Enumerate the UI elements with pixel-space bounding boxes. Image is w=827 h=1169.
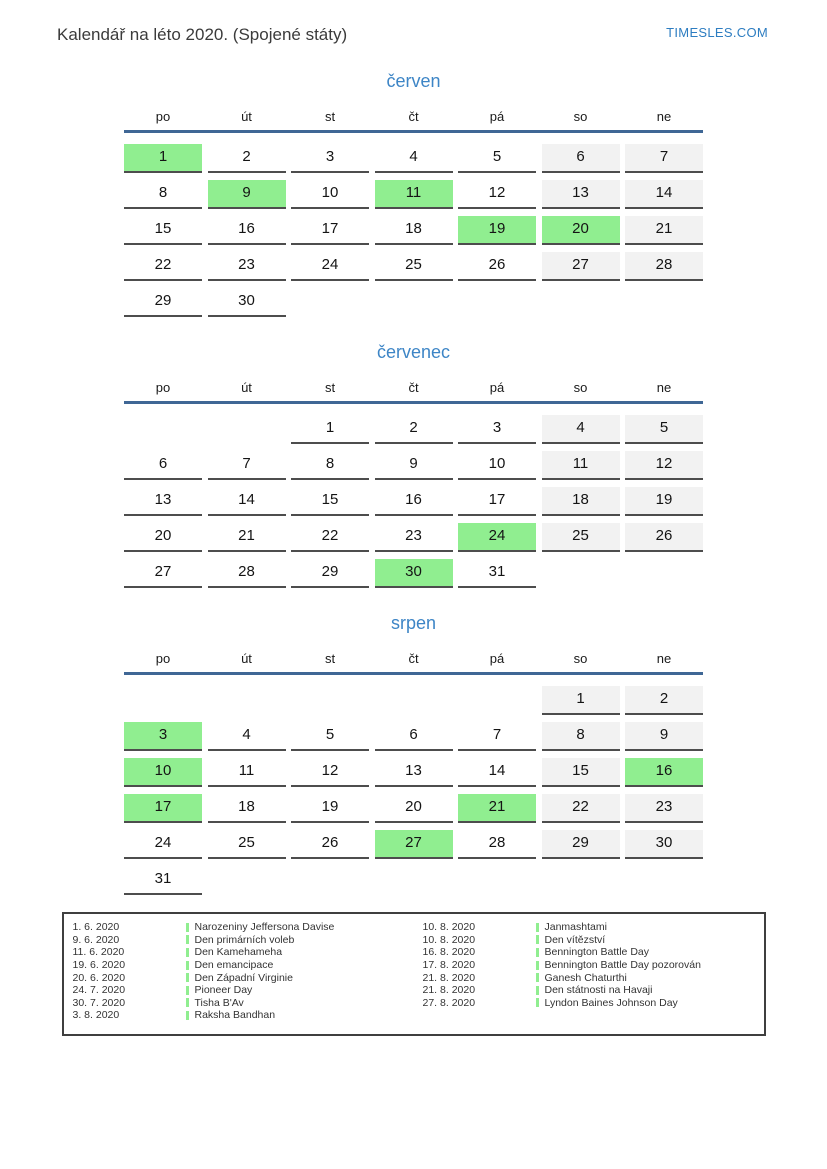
- day-cell: 25: [208, 830, 286, 859]
- day-cell: 9: [625, 722, 703, 751]
- day-cell: 25: [542, 523, 620, 552]
- day-cell: 8: [542, 722, 620, 751]
- empty-cell: [208, 686, 286, 715]
- legend-date: 21. 8. 2020: [422, 984, 476, 997]
- day-cell: 29: [124, 288, 202, 317]
- day-cell: 7: [625, 144, 703, 173]
- week-row: [124, 487, 703, 516]
- day-cell: 22: [124, 252, 202, 281]
- legend-item: [64, 946, 414, 959]
- day-cell: 26: [625, 523, 703, 552]
- day-cell: 4: [208, 722, 286, 751]
- weekday-label-po: po: [155, 380, 171, 395]
- day-cell: 9: [208, 180, 286, 209]
- empty-cell: [625, 288, 703, 317]
- day-cell: 16: [375, 487, 453, 516]
- holiday-marker-icon: [536, 948, 539, 957]
- weekday-label-so: so: [573, 380, 588, 395]
- week-row: [124, 252, 703, 281]
- legend-holiday-name: Bennington Battle Day: [544, 946, 649, 959]
- week-row: [124, 180, 703, 209]
- month-title: srpen: [390, 613, 437, 633]
- legend-date: 10. 8. 2020: [422, 933, 476, 946]
- legend-holiday-name: Den státnosti na Havaji: [544, 984, 653, 997]
- day-cell: 6: [375, 722, 453, 751]
- holiday-marker-icon: [186, 973, 189, 982]
- weekday-header-row: [124, 380, 703, 396]
- holiday-marker-icon: [186, 935, 189, 944]
- day-cell: 30: [375, 559, 453, 588]
- legend-date: 16. 8. 2020: [422, 946, 476, 959]
- day-cell: 2: [375, 415, 453, 444]
- legend-column-2: [414, 921, 764, 1022]
- legend-holiday-name: Ganesh Chaturthi: [544, 971, 627, 984]
- day-cell: 26: [458, 252, 536, 281]
- legend-holiday-name: Pioneer Day: [194, 984, 253, 997]
- day-cell: 2: [625, 686, 703, 715]
- empty-cell: [542, 559, 620, 588]
- week-row: [124, 758, 703, 787]
- page-title: Kalendář na léto 2020. (Spojené státy): [57, 25, 348, 44]
- day-cell: 21: [625, 216, 703, 245]
- legend-item: [64, 984, 414, 997]
- week-row: [124, 559, 703, 588]
- holiday-marker-icon: [186, 961, 189, 970]
- day-cell: 17: [458, 487, 536, 516]
- empty-cell: [458, 866, 536, 895]
- day-cell: 10: [124, 758, 202, 787]
- month-červenec: [124, 342, 703, 588]
- day-cell: 11: [542, 451, 620, 480]
- day-cell: 20: [375, 794, 453, 823]
- day-cell: 17: [291, 216, 369, 245]
- legend-item: [414, 934, 764, 947]
- legend-item: [414, 946, 764, 959]
- day-cell: 27: [124, 559, 202, 588]
- months: [0, 71, 827, 895]
- legend-holiday-name: Den vítězství: [544, 933, 606, 946]
- legend-date: 11. 6. 2020: [72, 946, 125, 959]
- day-cell: 2: [208, 144, 286, 173]
- empty-cell: [458, 686, 536, 715]
- legend-holiday-name: Narozeniny Jeffersona Davise: [194, 921, 335, 934]
- day-cell: 12: [458, 180, 536, 209]
- day-cell: 11: [375, 180, 453, 209]
- day-cell: 20: [542, 216, 620, 245]
- week-row: [124, 686, 703, 715]
- holiday-marker-icon: [186, 998, 189, 1007]
- week-row: [124, 830, 703, 859]
- weekday-label-ne: ne: [656, 380, 672, 395]
- holiday-legend: [62, 912, 766, 1036]
- week-row: [124, 216, 703, 245]
- day-cell: 27: [375, 830, 453, 859]
- day-cell: 15: [291, 487, 369, 516]
- legend-date: 27. 8. 2020: [422, 996, 476, 1009]
- legend-date: 20. 6. 2020: [72, 971, 126, 984]
- day-cell: 3: [124, 722, 202, 751]
- legend-date: 24. 7. 2020: [72, 984, 126, 997]
- day-cell: 28: [208, 559, 286, 588]
- empty-cell: [625, 559, 703, 588]
- empty-cell: [291, 866, 369, 895]
- holiday-marker-icon: [186, 948, 189, 957]
- day-cell: 11: [208, 758, 286, 787]
- weekday-label-ne: ne: [656, 109, 672, 124]
- day-cell: 15: [124, 216, 202, 245]
- legend-date: 1. 6. 2020: [72, 921, 120, 934]
- weekday-header-row: [124, 651, 703, 667]
- month-title: červen: [386, 71, 441, 91]
- day-cell: 23: [375, 523, 453, 552]
- weekday-label-st: st: [324, 109, 336, 124]
- legend-date: 19. 6. 2020: [72, 959, 126, 972]
- empty-cell: [375, 686, 453, 715]
- legend-date: 17. 8. 2020: [422, 959, 476, 972]
- legend-date: 9. 6. 2020: [72, 933, 120, 946]
- day-cell: 21: [458, 794, 536, 823]
- day-cell: 16: [208, 216, 286, 245]
- legend-holiday-name: Raksha Bandhan: [194, 1009, 276, 1022]
- legend-holiday-name: Bennington Battle Day pozorován: [544, 959, 701, 972]
- weekday-label-st: st: [324, 380, 336, 395]
- day-cell: 13: [375, 758, 453, 787]
- week-row: [124, 415, 703, 444]
- legend-item: [64, 934, 414, 947]
- empty-cell: [625, 866, 703, 895]
- legend-item: [414, 971, 764, 984]
- site-link[interactable]: TIMESLES.COM: [666, 25, 768, 40]
- weekday-label-so: so: [573, 651, 588, 666]
- day-cell: 12: [291, 758, 369, 787]
- weekday-label-čt: čt: [408, 651, 419, 666]
- weekday-header-rule: [124, 130, 703, 133]
- legend-date: 21. 8. 2020: [422, 971, 476, 984]
- empty-cell: [124, 686, 202, 715]
- day-cell: 14: [208, 487, 286, 516]
- legend-holiday-name: Janmashtami: [544, 921, 607, 934]
- weekday-label-ne: ne: [656, 651, 672, 666]
- legend-item: [64, 959, 414, 972]
- weekday-label-út: út: [241, 380, 252, 395]
- weekday-label-pá: pá: [489, 109, 505, 124]
- day-cell: 1: [542, 686, 620, 715]
- day-cell: 24: [124, 830, 202, 859]
- holiday-marker-icon: [186, 923, 189, 932]
- holiday-marker-icon: [536, 986, 539, 995]
- week-row: [124, 288, 703, 317]
- empty-cell: [291, 686, 369, 715]
- day-cell: 14: [625, 180, 703, 209]
- weekday-label-so: so: [573, 109, 588, 124]
- day-cell: 26: [291, 830, 369, 859]
- holiday-marker-icon: [186, 986, 189, 995]
- day-cell: 18: [375, 216, 453, 245]
- empty-cell: [124, 415, 202, 444]
- weekday-label-út: út: [241, 109, 252, 124]
- month-srpen: [124, 613, 703, 895]
- legend-holiday-name: Tisha B'Av: [194, 996, 244, 1009]
- day-cell: 18: [208, 794, 286, 823]
- day-cell: 14: [458, 758, 536, 787]
- weekday-label-čt: čt: [408, 109, 419, 124]
- legend-item: [64, 1009, 414, 1022]
- week-row: [124, 722, 703, 751]
- week-row: [124, 866, 703, 895]
- legend-holiday-name: Den Kamehameha: [194, 946, 283, 959]
- day-cell: 29: [542, 830, 620, 859]
- weekday-header-rule: [124, 672, 703, 675]
- day-cell: 9: [375, 451, 453, 480]
- legend-holiday-name: Den emancipace: [194, 959, 274, 972]
- legend-holiday-name: Lyndon Baines Johnson Day: [544, 996, 678, 1009]
- day-cell: 1: [291, 415, 369, 444]
- day-cell: 3: [291, 144, 369, 173]
- day-cell: 17: [124, 794, 202, 823]
- day-cell: 7: [208, 451, 286, 480]
- day-cell: 4: [542, 415, 620, 444]
- day-cell: 18: [542, 487, 620, 516]
- day-cell: 24: [458, 523, 536, 552]
- legend-item: [414, 984, 764, 997]
- legend-item: [64, 921, 414, 934]
- holiday-marker-icon: [186, 1011, 189, 1020]
- day-cell: 8: [124, 180, 202, 209]
- day-cell: 3: [458, 415, 536, 444]
- weekday-header-row: [124, 109, 703, 125]
- day-cell: 24: [291, 252, 369, 281]
- day-cell: 21: [208, 523, 286, 552]
- day-cell: 13: [124, 487, 202, 516]
- day-cell: 19: [458, 216, 536, 245]
- day-cell: 7: [458, 722, 536, 751]
- legend-holiday-name: Den primárních voleb: [194, 933, 295, 946]
- day-cell: 29: [291, 559, 369, 588]
- legend-holiday-name: Den Západní Virginie: [194, 971, 293, 984]
- day-cell: 10: [291, 180, 369, 209]
- holiday-marker-icon: [536, 935, 539, 944]
- weekday-label-po: po: [155, 109, 171, 124]
- day-cell: 6: [542, 144, 620, 173]
- month-červen: [124, 71, 703, 317]
- weekday-label-pá: pá: [489, 651, 505, 666]
- empty-cell: [291, 288, 369, 317]
- week-row: [124, 794, 703, 823]
- day-cell: 4: [375, 144, 453, 173]
- legend-item: [64, 971, 414, 984]
- holiday-marker-icon: [536, 973, 539, 982]
- legend-item: [414, 959, 764, 972]
- day-cell: 28: [458, 830, 536, 859]
- day-cell: 6: [124, 451, 202, 480]
- day-cell: 30: [208, 288, 286, 317]
- day-cell: 23: [208, 252, 286, 281]
- empty-cell: [375, 288, 453, 317]
- day-cell: 19: [625, 487, 703, 516]
- day-cell: 15: [542, 758, 620, 787]
- day-cell: 12: [625, 451, 703, 480]
- weekday-label-út: út: [241, 651, 252, 666]
- legend-date: 10. 8. 2020: [422, 921, 476, 934]
- empty-cell: [542, 866, 620, 895]
- day-cell: 5: [458, 144, 536, 173]
- day-cell: 13: [542, 180, 620, 209]
- weekday-label-pá: pá: [489, 380, 505, 395]
- empty-cell: [458, 288, 536, 317]
- day-cell: 22: [542, 794, 620, 823]
- day-cell: 23: [625, 794, 703, 823]
- empty-cell: [208, 866, 286, 895]
- legend-item: [64, 997, 414, 1010]
- legend-date: 30. 7. 2020: [72, 996, 126, 1009]
- day-cell: 28: [625, 252, 703, 281]
- day-cell: 16: [625, 758, 703, 787]
- day-cell: 31: [458, 559, 536, 588]
- empty-cell: [542, 288, 620, 317]
- day-cell: 27: [542, 252, 620, 281]
- legend-column-1: [64, 921, 414, 1022]
- legend-date: 3. 8. 2020: [72, 1009, 120, 1022]
- day-cell: 1: [124, 144, 202, 173]
- day-cell: 8: [291, 451, 369, 480]
- legend-item: [414, 921, 764, 934]
- weekday-label-po: po: [155, 651, 171, 666]
- page-header: [0, 0, 827, 46]
- empty-cell: [208, 415, 286, 444]
- day-cell: 20: [124, 523, 202, 552]
- week-row: [124, 144, 703, 173]
- week-row: [124, 451, 703, 480]
- weekday-label-čt: čt: [408, 380, 419, 395]
- weekday-header-rule: [124, 401, 703, 404]
- day-cell: 5: [625, 415, 703, 444]
- holiday-marker-icon: [536, 998, 539, 1007]
- day-cell: 31: [124, 866, 202, 895]
- day-cell: 30: [625, 830, 703, 859]
- week-row: [124, 523, 703, 552]
- day-cell: 10: [458, 451, 536, 480]
- day-cell: 22: [291, 523, 369, 552]
- day-cell: 19: [291, 794, 369, 823]
- day-cell: 25: [375, 252, 453, 281]
- empty-cell: [375, 866, 453, 895]
- legend-item: [414, 997, 764, 1010]
- holiday-marker-icon: [536, 961, 539, 970]
- holiday-marker-icon: [536, 923, 539, 932]
- day-cell: 5: [291, 722, 369, 751]
- weekday-label-st: st: [324, 651, 336, 666]
- month-title: červenec: [376, 342, 451, 362]
